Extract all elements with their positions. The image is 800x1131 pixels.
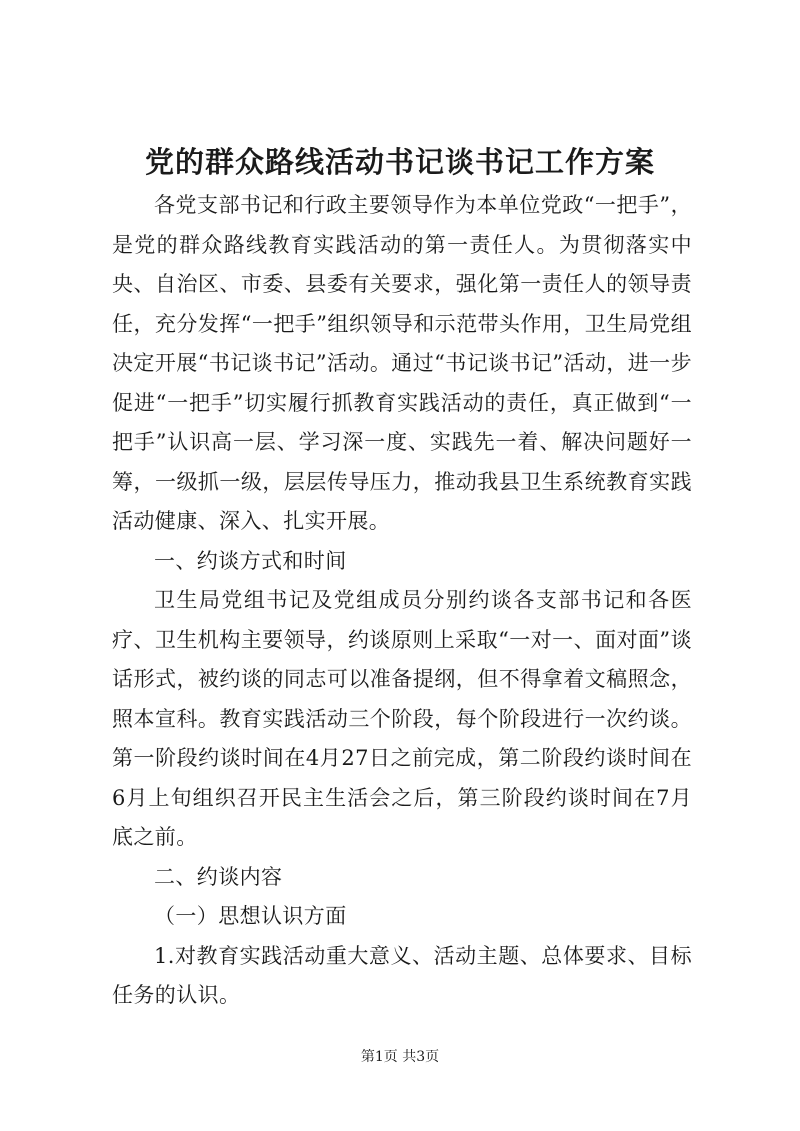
section-heading-2: 二、约谈内容 [154,864,283,889]
document-title: 党的群众路线活动书记谈书记工作方案 [144,145,655,179]
paragraph-intro: 各党支部书记和行政主要领导作为本单位党政“一把手”，是党的群众路线教育实践活动的第一责任人。为贯彻落实中央、自治区、市委、县委有关要求，强化第一责任人的领导责任，充分发挥“一把手”组织领导和示范带头作用，卫生局党组决定开展“书记谈书记”活动。通过“书记谈书记”活动，进一步促进“一把手”切实履行抓教育实践活动的责任，真正做到“一把手”认识高一层、学习深一度、实践先一着、解决问题好一筹，一级抓一级，层层传导压力，推动我县卫生系统教育实践活动健康、深入、扎实开展。 [112,193,692,533]
paragraph-method-time: 卫生局党组书记及党组成员分别约谈各支部书记和各医疗、卫生机构主要领导，约谈原则上采取“一对一、面对面”谈话形式，被约谈的同志可以准备提纲，但不得拿着文稿照念，照本宣科。教育实践活动三个阶段，每个阶段进行一次约谈。第一阶段约谈时间在4月27日之前完成，第二阶段约谈时间在6月上旬组织召开民主生活会之后，第三阶段约谈时间在7月底之前。 [112,588,692,849]
list-item-1: 1.对教育实践活动重大意义、活动主题、总体要求、目标任务的认识。 [112,943,692,1007]
section-heading-1: 一、约谈方式和时间 [154,548,347,573]
subsection-heading-1: （一）思想认识方面 [154,904,347,928]
document-body [112,186,692,1016]
page-footer: 第1页 共3页 [360,1049,440,1065]
